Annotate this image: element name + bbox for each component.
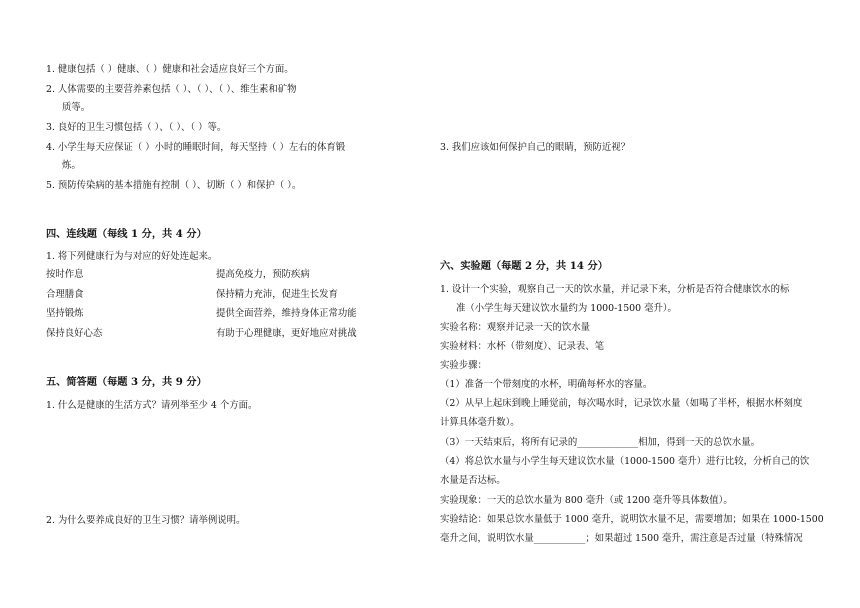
experiment-step: （4）将总饮水量与小学生每天建议饮水量（1000-1500 毫升）进行比较，分析自己的饮 <box>440 456 810 467</box>
experiment-step-cont: 水量是否达标。 <box>440 475 506 486</box>
experiment-line: 准（小学生每天建议饮水量约为 1000-1500 毫升）。 <box>456 303 677 314</box>
fill-question-2: 2. 人体需要的主要营养素包括（ ）、（ ）、（ ）、维生素和矿物 <box>46 84 297 95</box>
match-right-item: 有助于心理健康，更好地应对挑战 <box>216 328 357 339</box>
fill-question-1: 1. 健康包括（ ）健康、（ ）健康和社会适应良好三个方面。 <box>46 64 294 75</box>
section-4-heading: 四、连线题（每线 1 分，共 4 分） <box>46 228 207 240</box>
section-6-heading: 六、实验题（每题 2 分，共 14 分） <box>440 260 608 272</box>
experiment-step-cont: 计算具体毫升数）。 <box>440 417 520 428</box>
experiment-line: 1. 设计一个实验，观察自己一天的饮水量，并记录下来，分析是否符合健康饮水的标 <box>440 284 790 295</box>
experiment-materials: 实验材料：水杯（带刻度）、记录表、笔 <box>440 341 605 352</box>
experiment-conclusion-cont: 毫升之间，说明饮水量___________；如果超过 1500 毫升，需注意是否过量（特殊情况 <box>440 533 803 544</box>
match-left-item: 坚持锻炼 <box>46 308 84 319</box>
experiment-conclusion: 实验结论：如果总饮水量低于 1000 毫升，说明饮水量不足，需要增加；如果在 1000-1500 <box>440 514 824 525</box>
section-4-instruction: 1. 将下列健康行为与对应的好处连起来。 <box>46 251 218 262</box>
experiment-step: （1）准备一个带刻度的水杯，明确每杯水的容量。 <box>440 379 653 390</box>
experiment-observation: 实验现象：一天的总饮水量为 800 毫升（或 1200 毫升等具体数值）。 <box>440 495 733 506</box>
fill-question-2-cont: 质等。 <box>62 102 91 113</box>
fill-question-4-cont: 炼。 <box>62 160 81 171</box>
match-left-item: 保持良好心态 <box>46 328 103 339</box>
fill-question-3: 3. 良好的卫生习惯包括（ ）、（ ）、（ ）等。 <box>46 122 227 133</box>
fill-question-5: 5. 预防传染病的基本措施有控制（ ）、切断（ ）和保护（ ）。 <box>46 180 302 191</box>
short-answer-2: 2. 为什么要养成良好的卫生习惯？请举例说明。 <box>46 515 246 526</box>
short-answer-1: 1. 什么是健康的生活方式？请列举至少 4 个方面。 <box>46 400 258 411</box>
short-answer-3: 3. 我们应该如何保护自己的眼睛，预防近视？ <box>440 142 631 153</box>
match-left-item: 按时作息 <box>46 269 84 280</box>
match-right-item: 提高免疫力，预防疾病 <box>216 269 310 280</box>
experiment-step: （2）从早上起床到晚上睡觉前，每次喝水时，记录饮水量（如喝了半杯，根据水杯刻度 <box>440 398 803 409</box>
match-right-item: 保持精力充沛，促进生长发育 <box>216 289 338 300</box>
fill-question-4: 4. 小学生每天应保证（ ）小时的睡眠时间，每天坚持（ ）左右的体育锻 <box>46 142 346 153</box>
experiment-steps-label: 实验步骤： <box>440 360 487 371</box>
match-left-item: 合理膳食 <box>46 289 84 300</box>
experiment-name: 实验名称：观察并记录一天的饮水量 <box>440 322 591 333</box>
section-5-heading: 五、简答题（每题 3 分，共 9 分） <box>46 376 207 388</box>
match-right-item: 提供全面营养，维持身体正常功能 <box>216 308 357 319</box>
experiment-step: （3）一天结束后，将所有记录的_____________相加，得到一天的总饮水量。 <box>440 437 761 448</box>
